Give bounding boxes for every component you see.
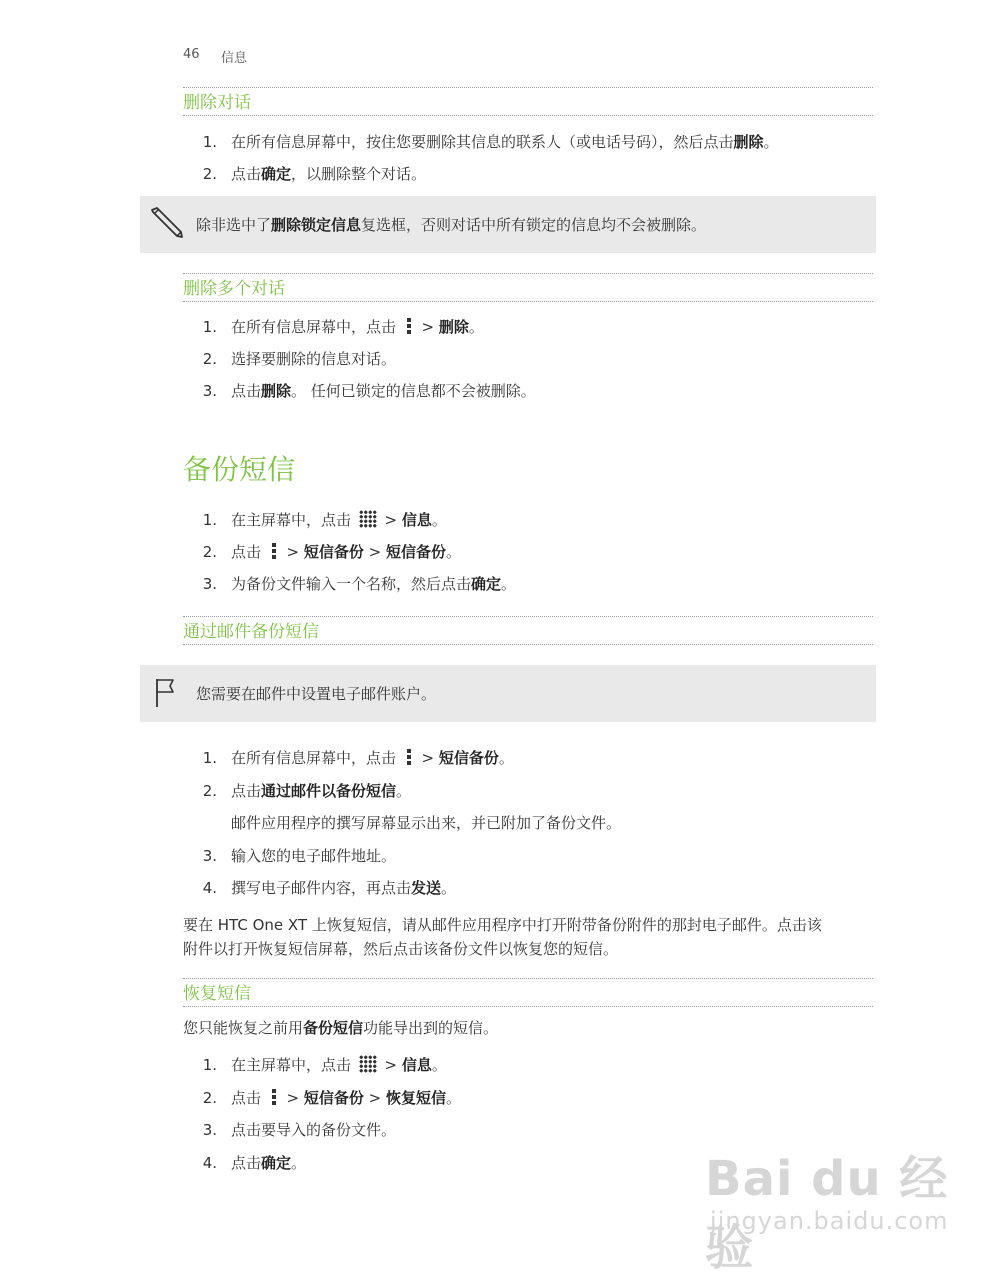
list-item [0, 347, 989, 371]
list-item [0, 844, 989, 868]
text-run: 点击 [231, 382, 262, 400]
text-run: 在主屏幕中，点击 [231, 511, 356, 529]
note-text-post: 复选框，否则对话中所有锁定的信息均不会被删除。 [361, 216, 707, 234]
text-run: 邮件应用程序的撰写屏幕显示出来，并已附加了备份文件。 [231, 814, 622, 832]
text-run: 点击 [231, 165, 262, 183]
text-run: 。 [501, 575, 517, 593]
text-run: > [281, 543, 304, 561]
section-heading: 通过邮件备份短信 [183, 622, 319, 642]
chapter-title: 备份短信 [183, 453, 296, 486]
list-number: 1. [202, 133, 217, 151]
list-text [231, 508, 447, 532]
menu-dots-icon [269, 542, 279, 560]
text-run: > [363, 543, 387, 561]
ui-term: 删除 [733, 133, 764, 151]
ui-term: 信息 [401, 511, 432, 529]
list-text [231, 347, 396, 371]
divider [183, 301, 873, 302]
text-run: 。 [396, 781, 412, 800]
list-text [231, 811, 621, 835]
ui-term: 删除 [261, 382, 292, 400]
list-text [231, 379, 536, 403]
ui-term: 短信备份 [303, 1088, 364, 1107]
intro-post: 功能导出到的短信。 [363, 1019, 499, 1037]
list-item [0, 1053, 989, 1077]
ui-term: 确定 [261, 165, 292, 183]
list-number: 4. [202, 1153, 217, 1172]
text-run: 点击要导入的备份文件。 [231, 1121, 397, 1139]
list-text [231, 540, 461, 564]
ui-term: 确定 [471, 575, 502, 593]
paragraph-line: 附件以打开恢复短信屏幕，然后点击该备份文件以恢复您的短信。 [183, 940, 619, 958]
list-number: 2. [202, 543, 217, 561]
list-number: 1. [202, 749, 217, 767]
text-run: > [281, 1088, 304, 1107]
text-run: 撰写电子邮件内容，再点击 [231, 879, 412, 897]
intro-pre: 您只能恢复之前用 [183, 1019, 304, 1037]
list-item [0, 315, 989, 339]
running-header: 信息 [221, 51, 248, 66]
text-run: 在所有信息屏幕中，点击 [231, 318, 401, 336]
text-run: 。 任何已锁定的信息都不会被删除。 [291, 382, 536, 400]
text-run: 在所有信息屏幕中，按住您要删除其信息的联系人（或电话号码），然后点击 [231, 133, 734, 151]
menu-dots-icon [269, 1088, 279, 1106]
watermark-url: jingyan.baidu.com [710, 1207, 949, 1235]
note-text: 您需要在邮件中设置电子邮件账户。 [196, 685, 437, 703]
list-text [231, 876, 456, 900]
menu-dots-icon [404, 748, 414, 766]
ui-term: 短信备份 [386, 543, 447, 561]
app-grid-icon [359, 1055, 377, 1073]
section-heading: 删除对话 [183, 93, 251, 113]
menu-dots-icon [404, 317, 414, 335]
app-grid-icon [359, 510, 377, 528]
list-item [0, 508, 989, 532]
note-text-pre: 除非选中了 [196, 216, 272, 234]
text-run: 。 [431, 511, 447, 529]
list-number: 3. [202, 575, 217, 593]
flag-icon [154, 677, 176, 709]
list-item [0, 779, 989, 803]
list-item [0, 540, 989, 564]
list-number: 2. [202, 781, 217, 800]
ui-term: 恢复短信 [386, 1088, 447, 1107]
text-run: > [379, 1056, 402, 1074]
list-text [231, 844, 396, 868]
text-run: 。 [446, 1088, 462, 1107]
page-number: 46 [183, 47, 200, 62]
list-item [0, 130, 989, 154]
list-text [231, 315, 484, 339]
list-text [231, 1118, 396, 1142]
text-run: 在主屏幕中，点击 [231, 1056, 356, 1074]
list-item [0, 1118, 989, 1142]
note-text-bold: 删除锁定信息 [271, 216, 362, 234]
list-text [231, 1053, 447, 1077]
text-run: 。 [468, 318, 484, 336]
list-text [231, 1151, 306, 1175]
text-run: ，以删除整个对话。 [291, 165, 427, 183]
pencil-icon [148, 206, 184, 238]
list-number: 3. [202, 382, 217, 400]
paragraph [183, 913, 875, 961]
list-text [231, 746, 514, 770]
note-text [196, 214, 706, 235]
ui-term: 删除 [438, 318, 469, 336]
list-item [0, 162, 989, 186]
text-run: 。 [291, 1153, 307, 1172]
list-item [0, 746, 989, 770]
text-run: 。 [446, 543, 462, 561]
list-text [231, 130, 779, 154]
note-box [140, 196, 876, 253]
ui-term: 通过邮件以备份短信 [261, 781, 397, 800]
watermark-logo: Bai du 经验 [705, 1151, 949, 1276]
ui-term: 信息 [401, 1056, 432, 1074]
divider [183, 616, 873, 617]
paragraph [183, 1016, 875, 1040]
list-number: 1. [202, 511, 217, 529]
list-text [231, 572, 516, 596]
text-run: 点击 [231, 1088, 266, 1107]
list-number: 2. [202, 165, 217, 183]
divider [183, 87, 873, 88]
text-run: 输入您的电子邮件地址。 [231, 846, 397, 865]
ui-term: 确定 [261, 1153, 292, 1172]
text-run: 点击 [231, 543, 266, 561]
text-run: > [416, 318, 439, 336]
text-run: 。 [441, 879, 457, 897]
text-run: 点击 [231, 1153, 262, 1172]
divider [183, 273, 873, 274]
ui-term: 短信备份 [303, 543, 364, 561]
list-number: 2. [202, 1088, 217, 1107]
note-box [140, 665, 876, 722]
text-run: 为备份文件输入一个名称，然后点击 [231, 575, 472, 593]
text-run: 点击 [231, 781, 262, 800]
list-item [0, 572, 989, 596]
text-run: > [379, 511, 402, 529]
list-number: 4. [202, 879, 217, 897]
list-number: 3. [202, 846, 217, 865]
text-run: 。 [763, 133, 779, 151]
ui-term: 短信备份 [438, 749, 499, 767]
ui-term: 发送 [411, 879, 442, 897]
text-run: > [363, 1088, 387, 1107]
list-number: 1. [202, 1056, 217, 1074]
list-number: 1. [202, 318, 217, 336]
list-text [231, 162, 426, 186]
paragraph-line: 要在 HTC One XT 上恢复短信，请从邮件应用程序中打开附带备份附件的那封电子邮件。点击该 [183, 916, 822, 934]
list-text [231, 1086, 461, 1110]
text-run: 。 [431, 1056, 447, 1074]
section-heading: 删除多个对话 [183, 279, 285, 299]
text-run: > [416, 749, 439, 767]
divider [183, 644, 873, 645]
list-item [0, 1086, 989, 1110]
list-item [0, 811, 989, 835]
list-number: 3. [202, 1121, 217, 1139]
divider [183, 1006, 873, 1007]
divider [183, 978, 873, 979]
list-text [231, 779, 411, 803]
text-run: 选择要删除的信息对话。 [231, 350, 397, 368]
divider [183, 115, 873, 116]
list-item [0, 876, 989, 900]
list-number: 2. [202, 350, 217, 368]
intro-bold: 备份短信 [303, 1019, 364, 1037]
text-run: 。 [498, 749, 514, 767]
section-heading: 恢复短信 [183, 984, 251, 1004]
text-run: 在所有信息屏幕中，点击 [231, 749, 401, 767]
list-item [0, 379, 989, 403]
